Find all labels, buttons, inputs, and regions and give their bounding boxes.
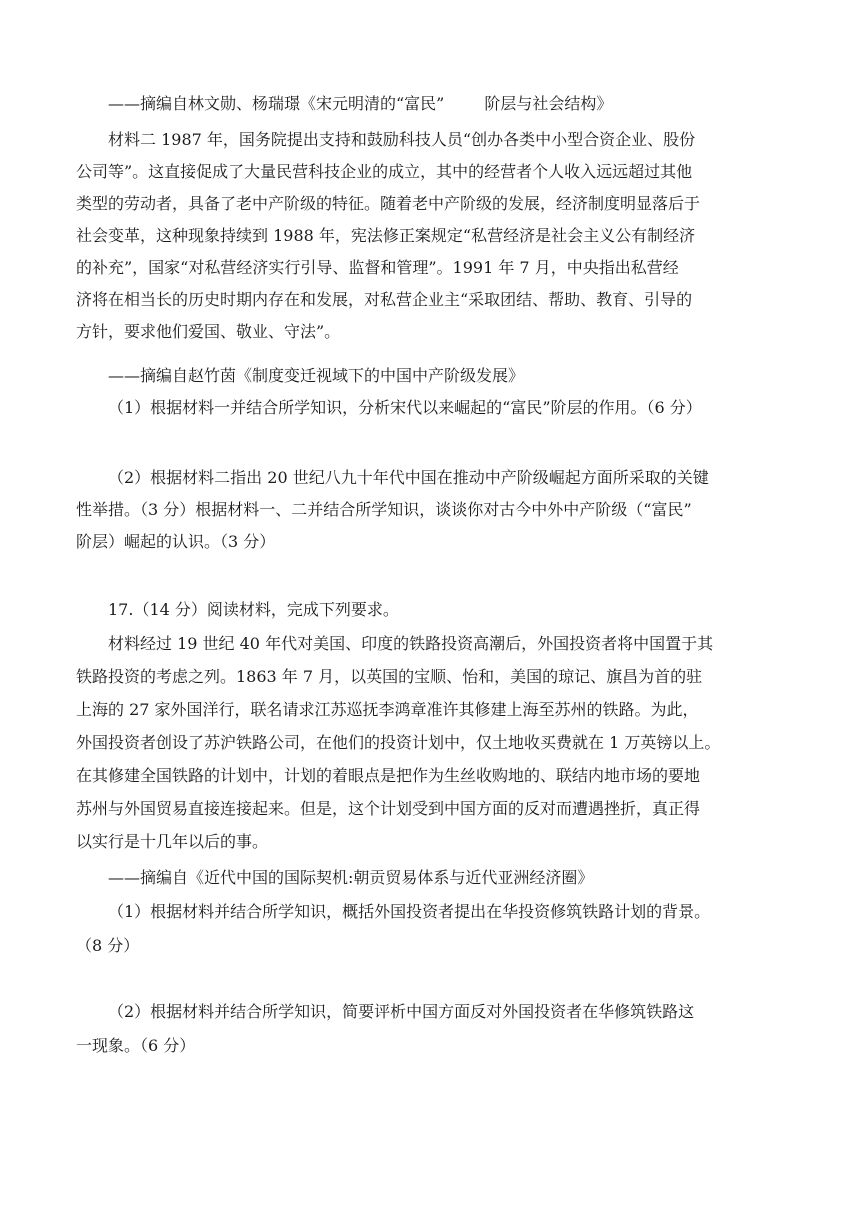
material17-line: 铁路投资的考虑之列。1863 年 7 月，以英国的宝顺、怡和，美国的琼记、旗昌为首的驻: [76, 667, 703, 686]
material2-line: 的补充”，国家“对私营经济实行引导、监督和管理”。1991 年 7 月，中央指出私营经: [76, 258, 679, 277]
question-17-heading: 17.（14 分）阅读材料，完成下列要求。: [108, 600, 399, 619]
material17-line: 外国投资者创设了苏沪铁路公司，在他们的投资计划中，仅土地收买费就在 1 万英镑以上。: [76, 733, 721, 752]
question-16-2-line: 阶层）崛起的认识。（3 分）: [76, 532, 276, 551]
material2-line: 济将在相当长的历史时期内存在和发展，对私营企业主“采取团结、帮助、教育、引导的: [76, 290, 693, 309]
question-17-2-line: （2）根据材料并结合所学知识，简要评析中国方面反对外国投资者在华修筑铁路这: [108, 1002, 695, 1021]
material17-line: 苏州与外国贸易直接连接起来。但是，这个计划受到中国方面的反对而遭遇挫折，真正得: [76, 799, 701, 818]
question-17-1-line: （1）根据材料并结合所学知识，概括外国投资者提出在华投资修筑铁路计划的背景。: [108, 902, 711, 921]
material17-line: 上海的 27 家外国洋行，联名请求江苏巡抚李鸿章准许其修建上海至苏州的铁路。为此，: [76, 700, 699, 719]
source-citation-material1: [108, 94, 612, 114]
source-citation-tail: 阶层与社会结构》: [484, 94, 613, 113]
material2-line: 类型的劳动者，具备了老中产阶级的特征。随着老中产阶级的发展，经济制度明显落后于: [76, 194, 701, 213]
source-citation-text: ——摘编自林文勋、杨瑞璟《宋元明清的“富民”: [108, 94, 445, 113]
material2-line: 材料二 1987 年，国务院提出支持和鼓励科技人员“创办各类中小型合资企业、股份: [108, 130, 696, 149]
material2-line: 方针，要求他们爱国、敬业、守法”。: [76, 322, 341, 341]
question-16-2-line: 性举措。（3 分）根据材料一、二并结合所学知识，谈谈你对古今中外中产阶级（“富民”: [76, 500, 692, 519]
material17-line: 材料经过 19 世纪 40 年代对美国、印度的铁路投资高潮后，外国投资者将中国置于其: [108, 634, 714, 653]
source-citation-material2: ——摘编自赵竹茵《制度变迁视域下的中国中产阶级发展》: [108, 366, 525, 385]
question-16-2-line: （2）根据材料二指出 20 世纪八九十年代中国在推动中产阶级崛起方面所采取的关键: [108, 468, 709, 487]
question-17-2-line: 一现象。（6 分）: [76, 1036, 196, 1055]
question-16-1: （1）根据材料一并结合所学知识，分析宋代以来崛起的“富民”阶层的作用。（6 分）: [108, 398, 702, 417]
material17-line: 以实行是十几年以后的事。: [76, 832, 269, 851]
material17-line: 在其修建全国铁路的计划中，计划的着眼点是把作为生丝收购地的、联结内地市场的要地: [76, 766, 701, 785]
material2-line: 公司等”。这直接促成了大量民营科技企业的成立，其中的经营者个人收入远远超过其他: [76, 162, 693, 181]
material2-line: 社会变革，这种现象持续到 1988 年，宪法修正案规定“私营经济是社会主义公有制经济: [76, 226, 696, 245]
question-17-1-line: （8 分）: [76, 936, 140, 955]
source-citation-material17: ——摘编自《近代中国的国际契机:朝贡贸易体系与近代亚洲经济圈》: [108, 868, 594, 887]
